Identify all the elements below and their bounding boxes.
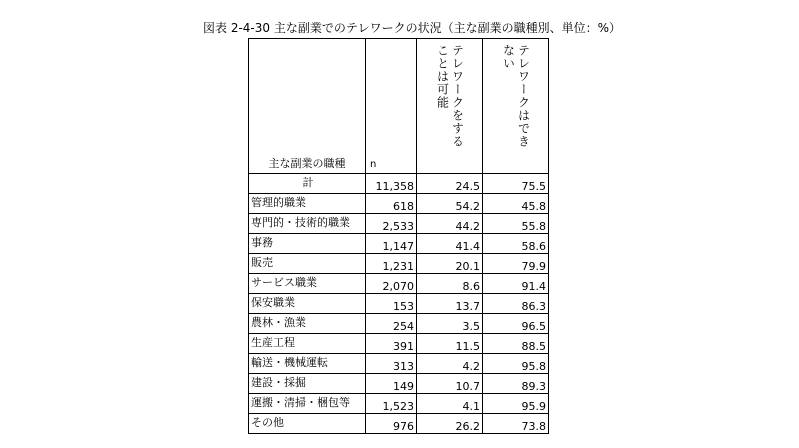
n-cell: 618 <box>366 194 417 214</box>
header-telework-not-possible <box>483 39 549 174</box>
table-row <box>249 414 549 434</box>
table-row <box>249 314 549 334</box>
not-possible-pct-cell: 95.9 <box>483 394 549 414</box>
possible-pct-cell: 26.2 <box>417 414 483 434</box>
table-row <box>249 294 549 314</box>
n-cell: 313 <box>366 354 417 374</box>
possible-pct-cell: 24.5 <box>417 174 483 194</box>
possible-pct-cell: 20.1 <box>417 254 483 274</box>
n-cell: 1,523 <box>366 394 417 414</box>
n-cell: 254 <box>366 314 417 334</box>
table-row <box>249 394 549 414</box>
occupation-cell: 建設・採掘 <box>249 374 366 394</box>
occupation-cell: 管理的職業 <box>249 194 366 214</box>
table-row <box>249 334 549 354</box>
header-telework-possible <box>417 39 483 174</box>
possible-pct-cell: 4.1 <box>417 394 483 414</box>
header-possible-line1: テレワークをする <box>450 44 465 148</box>
not-possible-pct-cell: 73.8 <box>483 414 549 434</box>
n-cell: 153 <box>366 294 417 314</box>
occupation-cell: 農林・漁業 <box>249 314 366 334</box>
header-possible-line2: ことは可能 <box>435 44 450 109</box>
n-cell: 391 <box>366 334 417 354</box>
possible-pct-cell: 11.5 <box>417 334 483 354</box>
table-row <box>249 354 549 374</box>
occupation-cell: その他 <box>249 414 366 434</box>
not-possible-pct-cell: 58.6 <box>483 234 549 254</box>
table-row <box>249 194 549 214</box>
n-cell: 149 <box>366 374 417 394</box>
possible-pct-cell: 3.5 <box>417 314 483 334</box>
n-cell: 2,070 <box>366 274 417 294</box>
n-cell: 976 <box>366 414 417 434</box>
occupation-cell: 計 <box>249 174 366 194</box>
not-possible-pct-cell: 79.9 <box>483 254 549 274</box>
occupation-cell: 専門的・技術的職業 <box>249 214 366 234</box>
occupation-cell: 事務 <box>249 234 366 254</box>
not-possible-pct-cell: 89.3 <box>483 374 549 394</box>
header-row <box>249 39 549 174</box>
header-not-possible-line2: ない <box>501 44 516 70</box>
not-possible-pct-cell: 45.8 <box>483 194 549 214</box>
occupation-cell: サービス職業 <box>249 274 366 294</box>
not-possible-pct-cell: 91.4 <box>483 274 549 294</box>
possible-pct-cell: 4.2 <box>417 354 483 374</box>
n-cell: 1,147 <box>366 234 417 254</box>
telework-table <box>248 38 549 434</box>
header-not-possible-line1: テレワークはでき <box>516 44 531 148</box>
table-row <box>249 254 549 274</box>
not-possible-pct-cell: 55.8 <box>483 214 549 234</box>
occupation-cell: 保安職業 <box>249 294 366 314</box>
not-possible-pct-cell: 75.5 <box>483 174 549 194</box>
not-possible-pct-cell: 96.5 <box>483 314 549 334</box>
occupation-cell: 販売 <box>249 254 366 274</box>
occupation-cell: 生産工程 <box>249 334 366 354</box>
possible-pct-cell: 44.2 <box>417 214 483 234</box>
not-possible-pct-cell: 86.3 <box>483 294 549 314</box>
n-cell: 2,533 <box>366 214 417 234</box>
total-row <box>249 174 549 194</box>
n-cell: 11,358 <box>366 174 417 194</box>
possible-pct-cell: 54.2 <box>417 194 483 214</box>
not-possible-pct-cell: 88.5 <box>483 334 549 354</box>
not-possible-pct-cell: 95.8 <box>483 354 549 374</box>
possible-pct-cell: 10.7 <box>417 374 483 394</box>
table-row <box>249 374 549 394</box>
table-row <box>249 214 549 234</box>
occupation-cell: 輸送・機械運転 <box>249 354 366 374</box>
header-n: n <box>366 39 417 174</box>
header-occupation: 主な副業の職種 <box>249 39 366 174</box>
occupation-cell: 運搬・清掃・梱包等 <box>249 394 366 414</box>
figure-title: 図表 2-4-30 主な副業でのテレワークの状況（主な副業の職種別、単位：%） <box>203 21 621 35</box>
possible-pct-cell: 41.4 <box>417 234 483 254</box>
possible-pct-cell: 8.6 <box>417 274 483 294</box>
table-row <box>249 234 549 254</box>
table-row <box>249 274 549 294</box>
possible-pct-cell: 13.7 <box>417 294 483 314</box>
n-cell: 1,231 <box>366 254 417 274</box>
